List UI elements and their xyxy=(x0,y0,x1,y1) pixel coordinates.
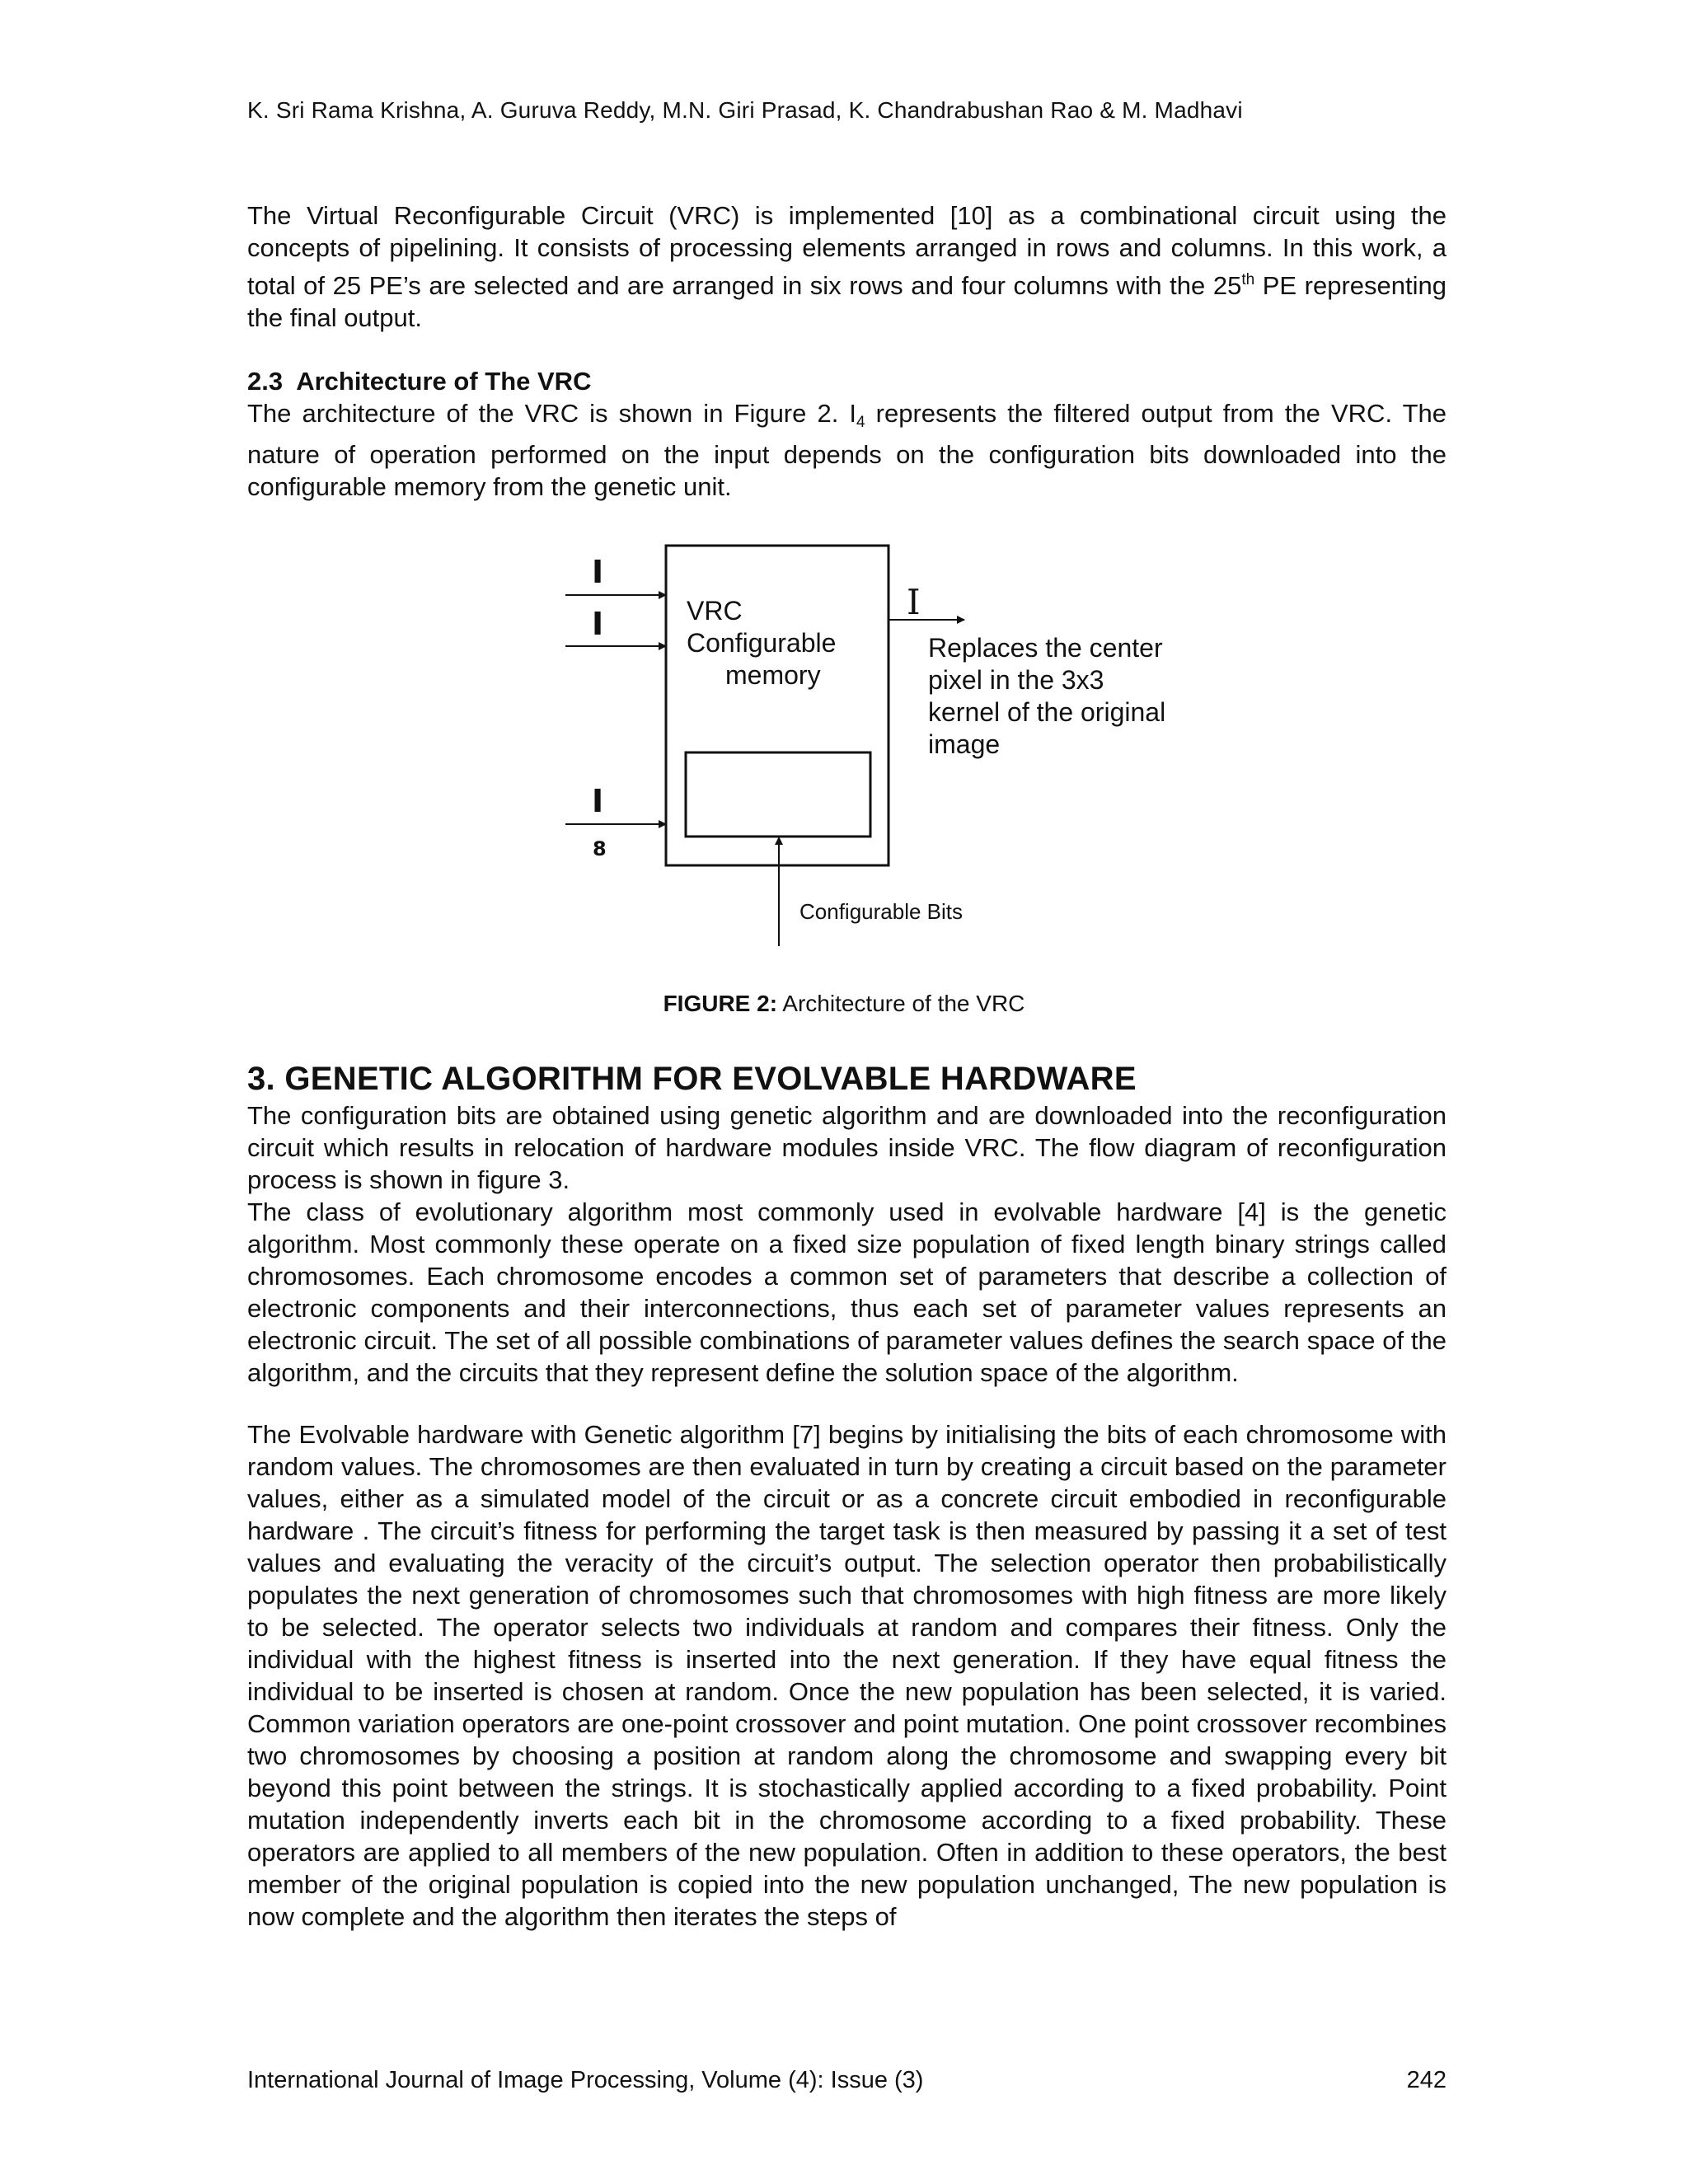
configurable-memory-box xyxy=(686,752,870,837)
input-label-3: I xyxy=(592,783,604,819)
vrc-architecture-figure xyxy=(0,0,1688,1030)
input-label-2: I xyxy=(592,606,604,642)
section-3-paragraph-1: The configuration bits are obtained using genetic algorithm and are downloaded into the reconfiguration circuit which results in relocation of hardware modules inside VRC. The flow diagram of reconfiguration process is shown in figure 3. xyxy=(247,1101,1447,1194)
section-number: 2.3 xyxy=(247,367,284,396)
input-subscript: 8 xyxy=(593,837,607,860)
footer-journal: International Journal of Image Processing, Volume (4): Issue (3) xyxy=(247,2067,924,2093)
caption-text: Architecture of the VRC xyxy=(777,991,1025,1016)
output-note-line-3: kernel of the original xyxy=(928,697,1166,727)
section-3-paragraph-3: The Evolvable hardware with Genetic algorithm [7] begins by initialising the bits of each chromosome with random values. The chromosomes are then evaluated in turn by creating a circuit based on the parameter values, either as a simulated model of the circuit or as a concrete circuit embodied in reconfigurable hardware . The circuit’s fitness for performing the target task is then measured by passing it a set of test values and evaluating the veracity of the circuit’s output. The selection operator then probabilistically populates the next generation of chromosomes such that chromosomes with high fitness are more likely to be selected. The operator selects two individuals at random and compares their fitness. Only the individual with the highest fitness is inserted into the next generation. If they have equal fitness the individual to be inserted is chosen at random. Once the new population has been selected, it is varied. Common variation operators are one-point crossover and point mutation. One point crossover recombines two chromosomes by choosing a position at random along the chromosome and swapping every bit beyond this point between the strings. It is stochastically applied according to a fixed probability. Point mutation independently inverts each bit in the chromosome according to a fixed probability. These operators are applied to all members of the new population. Often in addition to these operators, the best member of the original population is copied into the new population unchanged, The new population is now complete and the algorithm then iterates the steps of xyxy=(247,1420,1447,1931)
section-2-3-subscript: 4 xyxy=(856,414,865,431)
intro-text: The Virtual Reconfigurable Circuit (VRC) is implemented [10] as a combinational circuit using the concepts of pipelining. It consists of processing elements arranged in rows and columns. In this work, a total of 25 PE’s are selected and are arranged in six rows and four columns with the 25 xyxy=(247,201,1447,300)
output-note-line-2: pixel in the 3x3 xyxy=(928,665,1104,695)
section-3-paragraph-2: The class of evolutionary algorithm most commonly used in evolvable hardware [4] is the genetic algorithm. Most commonly these operate on a fixed size population of fixed length binary strings called chromosomes. Each chromosome encodes a common set of parameters that describe a collection of electronic components and their interconnections, thus each set of parameter values represents an electronic circuit. The set of all possible combinations of parameter values defines the search space of the algorithm, and the circuits that they represent define the solution space of the algorithm. xyxy=(247,1197,1447,1387)
output-note-line-4: image xyxy=(928,729,1001,759)
caption-label: FIGURE 2: xyxy=(663,991,778,1016)
figure-caption xyxy=(0,991,1688,1017)
output-note-line-1: Replaces the center xyxy=(928,633,1163,663)
section-title: Architecture of The VRC xyxy=(296,367,592,396)
section-3-heading: 3. GENETIC ALGORITHM FOR EVOLVABLE HARDWARE xyxy=(247,1061,1137,1097)
input-label-1: I xyxy=(592,554,604,590)
box-label-memory: memory xyxy=(725,660,821,690)
intro-superscript: th xyxy=(1241,271,1255,288)
vrc-box xyxy=(666,546,889,865)
running-header-authors: K. Sri Rama Krishna, A. Guruva Reddy, M.N. Giri Prasad, K. Chandrabushan Rao & M. Madhavi xyxy=(247,97,1243,123)
box-label-vrc: VRC xyxy=(687,596,743,626)
configurable-bits-label: Configurable Bits xyxy=(799,899,963,924)
section-2-3-text: The architecture of the VRC is shown in Figure 2. I xyxy=(247,399,856,428)
intro-text-end: PE representing the final output. xyxy=(247,271,1447,332)
box-label-configurable: Configurable xyxy=(687,628,837,658)
section-2-3-text-end: represents the filtered output from the VRC. The nature of operation performed on the input depends on the configuration bits downloaded into the configurable memory from the genetic unit. xyxy=(247,399,1447,501)
footer-page-number: 242 xyxy=(1406,2067,1447,2093)
output-label: I xyxy=(907,582,921,622)
